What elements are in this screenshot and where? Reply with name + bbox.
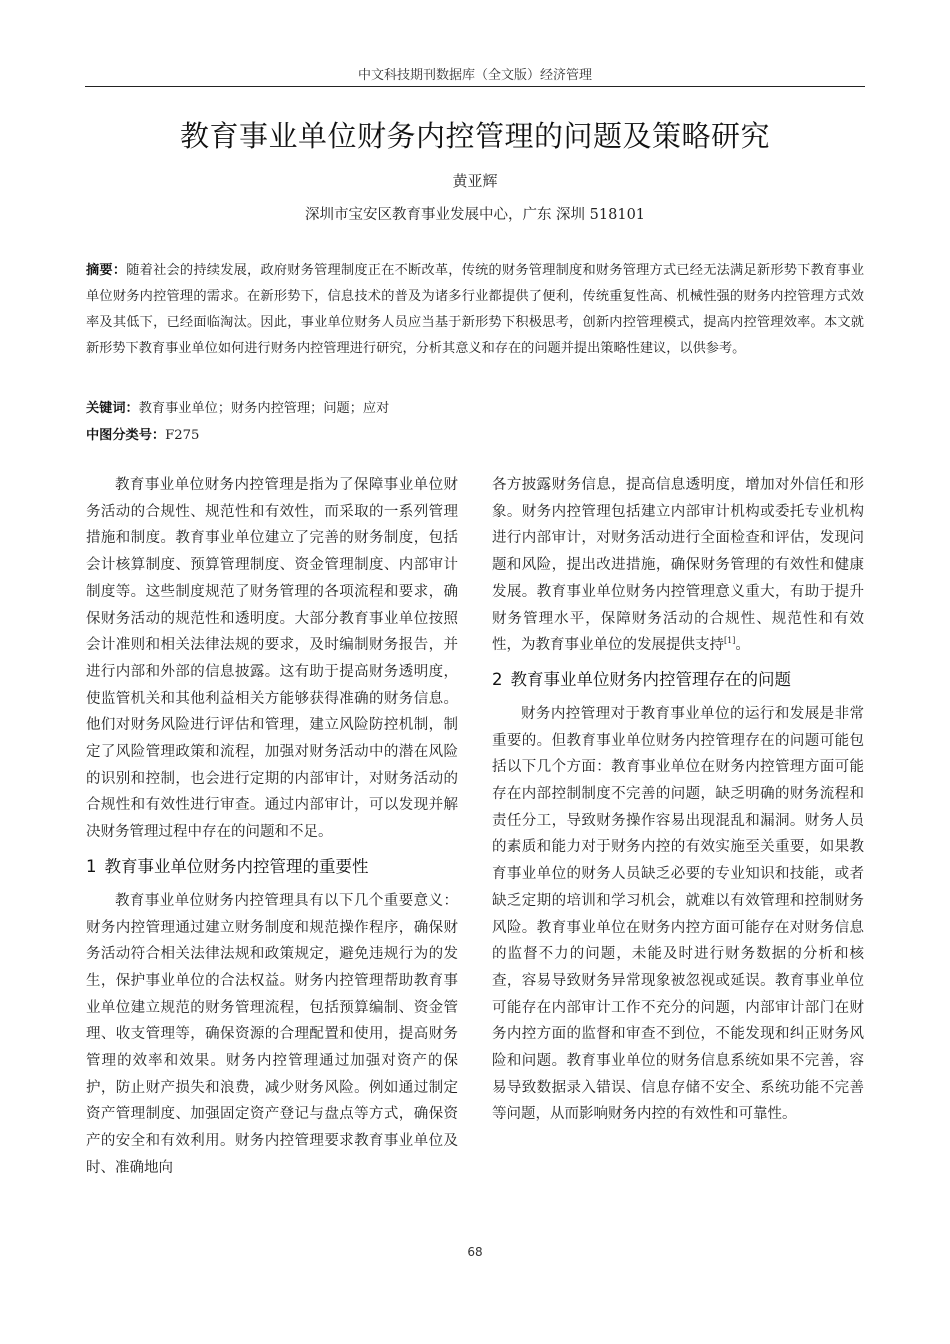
intro-paragraph: 教育事业单位财务内控管理是指为了保障事业单位财务活动的合规性、规范性和有效性，而采取的一系列管理措施和制度。教育事业单位建立了完善的财务制度，包括会计核算制度、预算管理制度、资金管理制度、内部审计制度等。这些制度规范了财务管理的各项流程和要求，确保财务活动的规范性和透明度。大部分教育事业单位按照会计准则和相关法律法规的要求，及时编制财务报告，并进行内部和外部的信息披露。这有助于提高财务透明度，使监管机关和其他利益相关方能够获得准确的财务信息。他们对财务风险进行评估和管理，建立风险防控机制，制定了风险管理政策和流程，加强对财务活动中的潜在风险的识别和控制，也会进行定期的内部审计，对财务活动的合规性和有效性进行审查。通过内部审计，可以发现并解决财务管理过程中存在的问题和不足。 <box>86 477 458 841</box>
page-number: 68 <box>467 1245 483 1259</box>
right-column <box>492 472 864 1128</box>
classification-label: 中图分类号： <box>86 428 166 443</box>
section-1-end-punct: 。 <box>735 637 750 654</box>
section-1-paragraph-continued <box>492 472 864 659</box>
section-2-heading <box>492 665 864 695</box>
section-1-number: 1 <box>86 856 97 876</box>
keywords-text: 教育事业单位；财务内控管理；问题；应对 <box>138 401 390 416</box>
citation-ref[interactable]: [1] <box>724 636 736 646</box>
abstract-label: 摘要： <box>86 263 127 278</box>
abstract <box>86 258 864 362</box>
section-2-title: 教育事业单位财务内控管理存在的问题 <box>510 669 791 689</box>
author: 黄亚辉 <box>452 172 498 190</box>
section-2-paragraph: 财务内控管理对于教育事业单位的运行和发展是非常重要的。但教育事业单位财务内控管理存在的问题可能包括以下几个方面：教育事业单位在财务内控管理方面可能存在内部控制制度不完善的问题，缺乏明确的财务流程和责任分工，导致财务操作容易出现混乱和漏洞。财务人员的素质和能力对于财务内控的有效实施至关重要，如果教育事业单位的财务人员缺乏必要的专业知识和技能，或者缺乏定期的培训和学习机会，就难以有效管理和控制财务风险。教育事业单位在财务内控方面可能存在对财务信息的监督不力的问题，未能及时进行财务数据的分析和核查，容易导致财务异常现象被忽视或延误。教育事业单位可能存在内部审计工作不充分的问题，内部审计部门在财务内控方面的监督和审查不到位，不能发现和纠正财务风险和问题。教育事业单位的财务信息系统如果不完善，容易导致数据录入错误、信息存储不安全、系统功能不完善等问题，从而影响财务内控的有效性和可靠性。 <box>492 705 864 1123</box>
section-1-continued-text: 各方披露财务信息，提高信息透明度，增加对外信任和形象。财务内控管理包括建立内部审计机构或委托专业机构进行内部审计，对财务活动进行全面检查和评估，发现问题和风险，提出改进措施，确保财务管理的有效性和健康发展。教育事业单位财务内控管理意义重大，有助于提升财务管理水平，保障财务活动的合规性、规范性和有效性，为教育事业单位的发展提供支持 <box>492 477 864 654</box>
section-1-title: 教育事业单位财务内控管理的重要性 <box>104 856 369 876</box>
journal-header: 中文科技期刊数据库（全文版）经济管理 <box>357 68 592 83</box>
paper-title: 教育事业单位财务内控管理的问题及策略研究 <box>179 119 770 153</box>
keywords <box>86 397 864 416</box>
classification <box>86 424 864 443</box>
abstract-text: 随着社会的持续发展，政府财务管理制度正在不断改革，传统的财务管理制度和财务管理方式已经无法满足新形势下教育事业单位财务内控管理的需求。在新形势下，信息技术的普及为诸多行业都提供了便利，传统重复性高、机械性强的财务内控管理方式效率及其低下，已经面临淘汰。因此，事业单位财务人员应当基于新形势下积极思考，创新内控管理模式，提高内控管理效率。本文就新形势下教育事业单位如何进行财务内控管理进行研究，分析其意义和存在的问题并提出策略性建议，以供参考。 <box>86 263 865 356</box>
section-1-paragraph: 教育事业单位财务内控管理具有以下几个重要意义：财务内控管理通过建立财务制度和规范操作程序，确保财务活动符合相关法律法规和政策规定，避免违规行为的发生，保护事业单位的合法权益。财务内控管理帮助教育事业单位建立规范的财务管理流程，包括预算编制、资金管理、收支管理等，确保资源的合理配置和使用，提高财务管理的效率和效果。财务内控管理通过加强对资产的保护，防止财产损失和浪费，减少财务风险。例如通过制定资产管理制度、加强固定资产登记与盘点等方式，确保资产的安全和有效利用。财务内控管理要求教育事业单位及时、准确地向 <box>86 892 458 1176</box>
section-2-number: 2 <box>492 669 503 689</box>
classification-text: F275 <box>165 428 200 443</box>
left-column <box>86 472 458 1182</box>
section-1-heading <box>86 852 458 882</box>
affiliation: 深圳市宝安区教育事业发展中心，广东 深圳 518101 <box>304 207 646 223</box>
header-rule <box>85 86 865 87</box>
keywords-label: 关键词： <box>86 401 139 416</box>
